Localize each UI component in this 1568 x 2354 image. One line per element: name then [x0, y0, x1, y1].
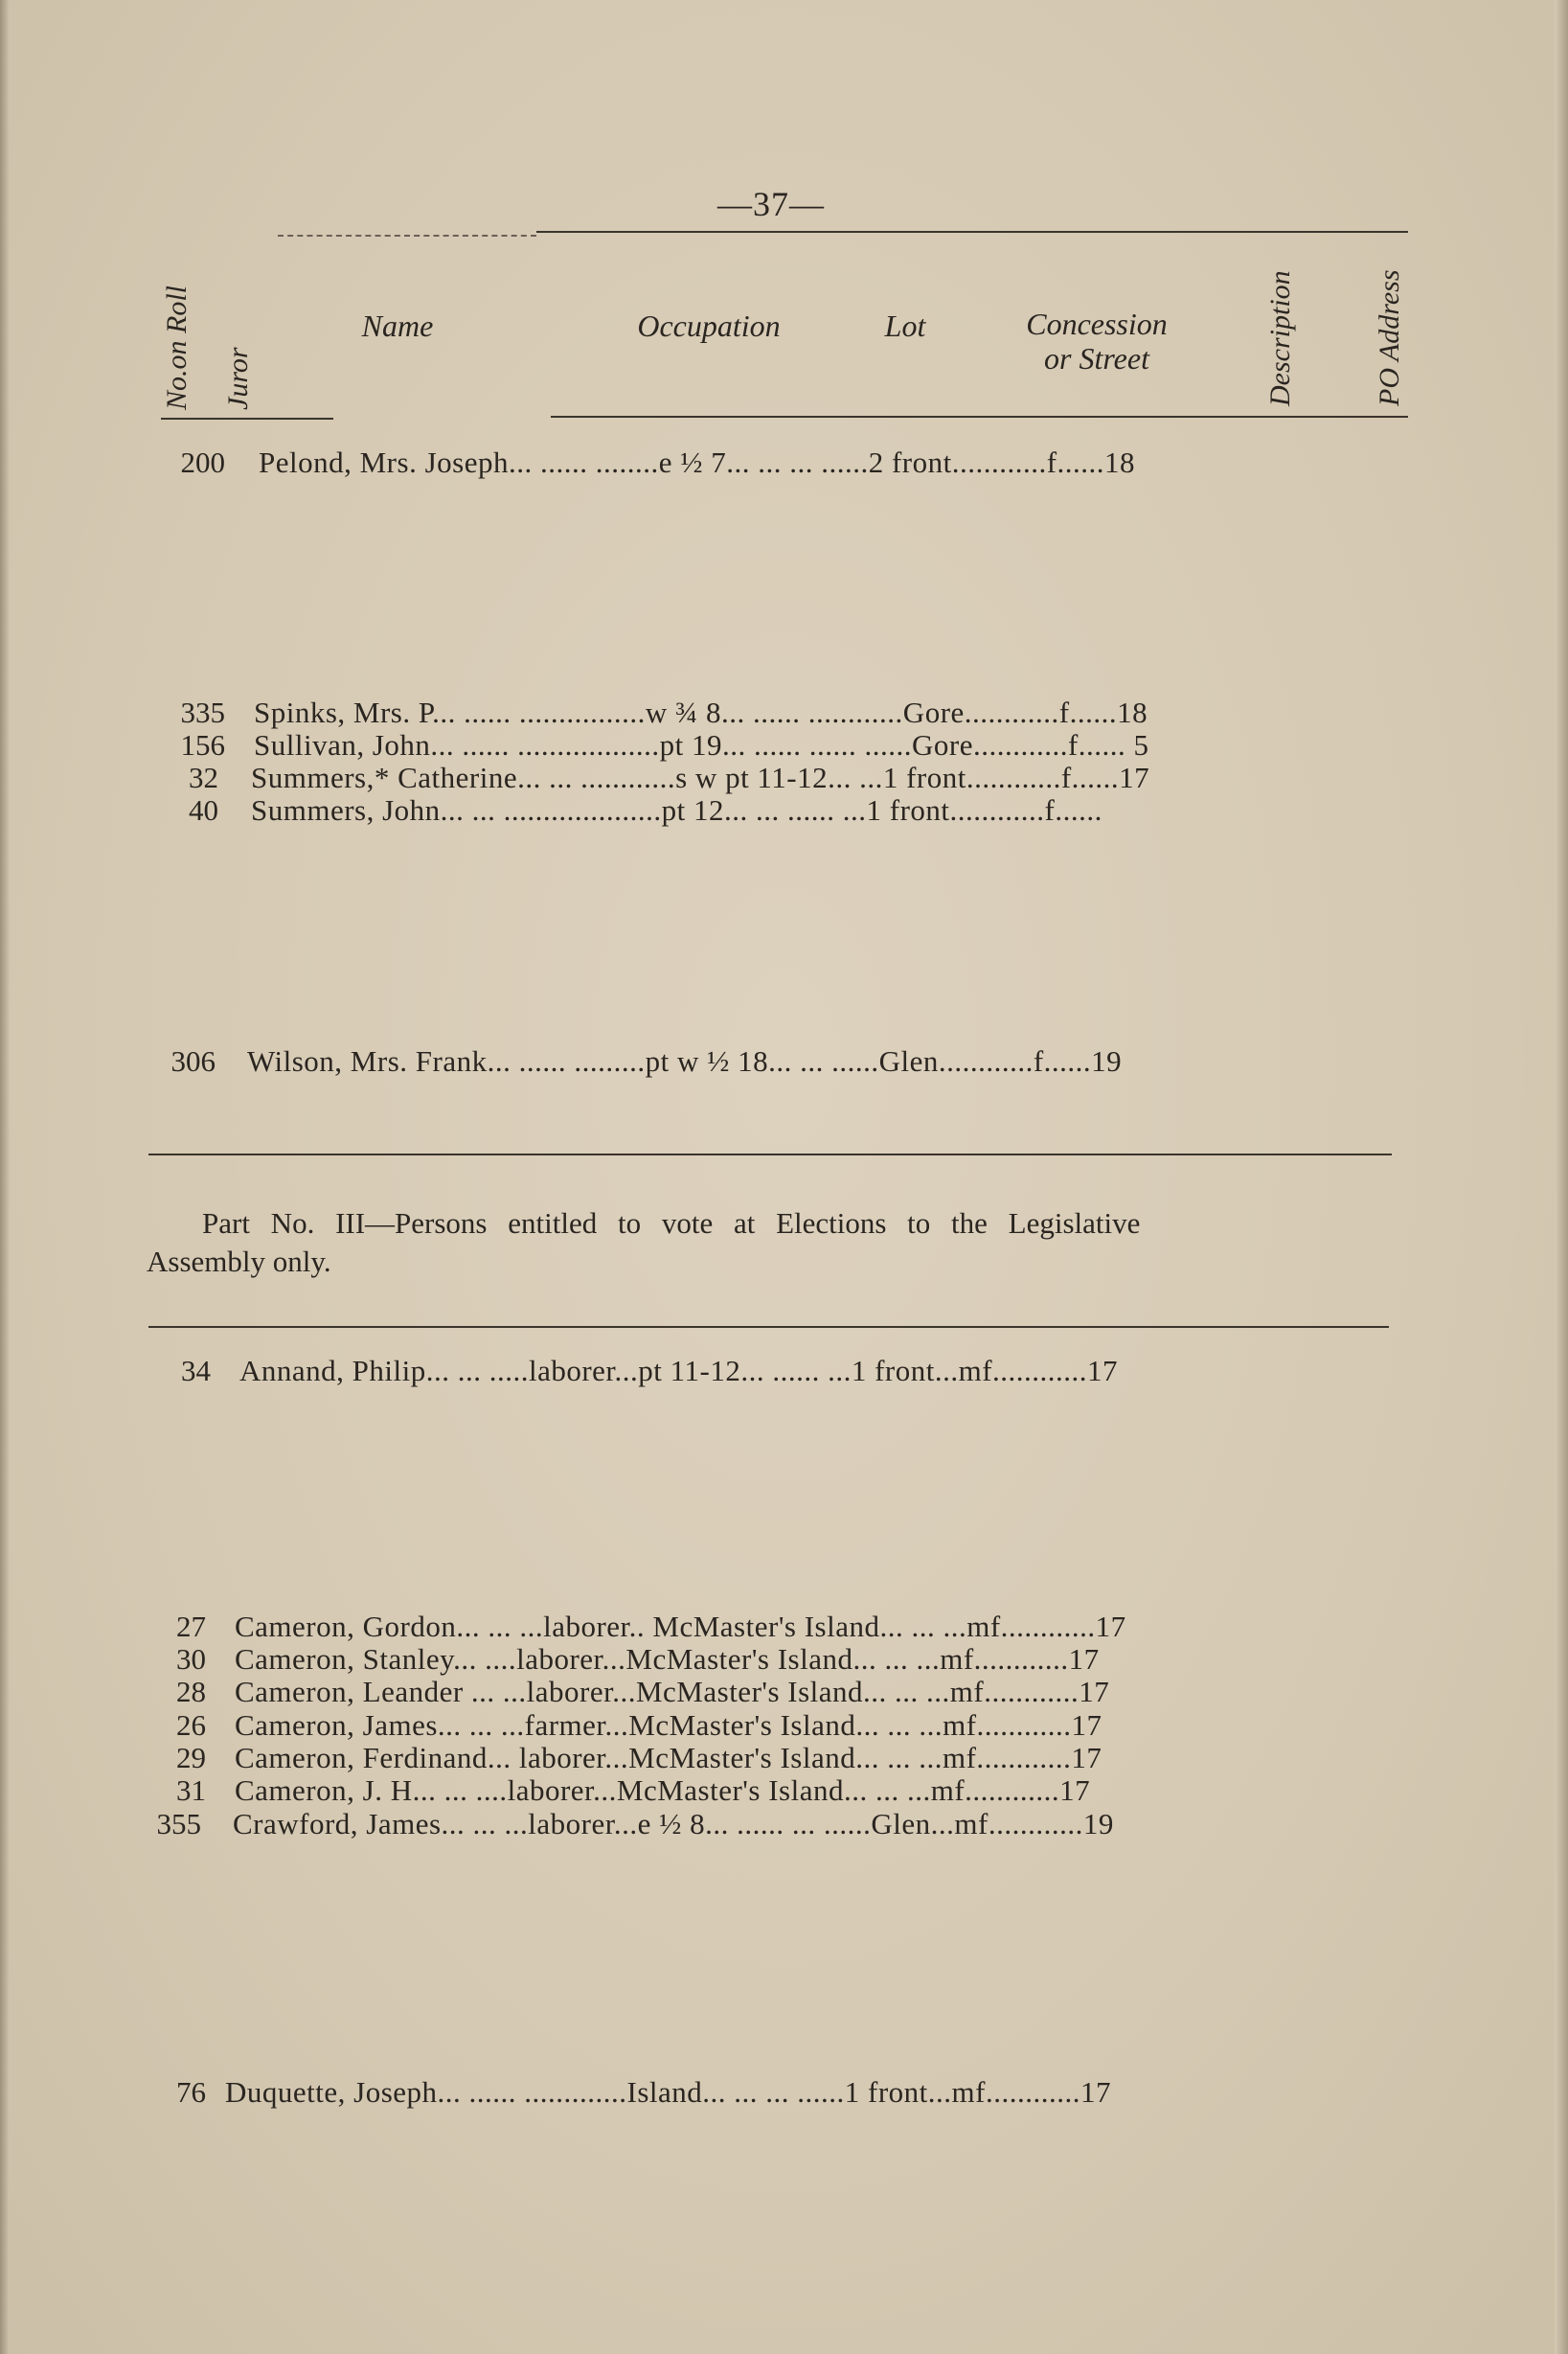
roll-number: 40: [189, 793, 218, 827]
entry-row: Summers,* Catherine... ... ............s w pt 11-12... ...1 front............f......17: [251, 761, 1150, 794]
section-divider: [148, 1326, 1389, 1328]
entry-row: Sullivan, John... ...... ..................pt 19... ...... ...... ......Gore............f...... 5: [254, 728, 1149, 762]
header-occupation: Occupation: [637, 309, 781, 343]
header-no-on-roll: No.on Roll: [161, 285, 193, 410]
entry-row: Wilson, Mrs. Frank... ...... .........pt w ½ 18... ... ......Glen............f......19: [247, 1044, 1123, 1078]
header-concession: [1006, 307, 1188, 376]
entry-row: Cameron, Leander ... ...laborer...McMaster's Island... ... ...mf............17: [235, 1675, 1110, 1708]
roll-number: 26: [176, 1708, 206, 1742]
header-bottom-rule-left: [161, 418, 333, 420]
roll-number: 200: [180, 446, 225, 479]
header-lot: Lot: [884, 309, 926, 343]
entry-row: Cameron, Stanley... ....laborer...McMaster's Island... ... ...mf............17: [235, 1642, 1100, 1676]
roll-number: 30: [176, 1642, 206, 1676]
header-concession-line2: or Street: [1044, 341, 1149, 376]
entry-row: Summers, John... ... ....................pt 12... ... ...... ...1 front............f......: [251, 793, 1102, 827]
header-bottom-rule-right: [551, 416, 1408, 418]
entry-row: Cameron, Gordon... ... ...laborer.. McMaster's Island... ... ...mf............17: [235, 1610, 1126, 1643]
roll-number: 306: [170, 1044, 216, 1078]
entry-row: Pelond, Mrs. Joseph... ...... ........e ½ 7... ... ... ......2 front............f......18: [259, 446, 1136, 479]
roll-number: 156: [180, 728, 225, 762]
entry-row: Crawford, James... ... ...laborer...e ½ 8... ...... ... ......Glen...mf............19: [233, 1807, 1114, 1840]
header-po-address: PO Address: [1374, 269, 1405, 406]
part-three-heading: [147, 1204, 1392, 1281]
roll-number: 32: [189, 761, 218, 794]
section-divider: [148, 1154, 1392, 1155]
part-three-line1: Part No. III—Persons entitled to vote at Elections to the Legislative: [202, 1206, 1141, 1240]
page-edge-left: [0, 0, 10, 2354]
part-three-line2: Assembly only.: [147, 1245, 331, 1278]
roll-number: 76: [176, 2075, 206, 2109]
entry-row: Duquette, Joseph... ...... .............Island... ... ... ......1 front...mf............17: [225, 2075, 1111, 2109]
roll-number: 27: [176, 1610, 206, 1643]
entry-row: Cameron, Ferdinand... laborer...McMaster's Island... ... ...mf............17: [235, 1741, 1102, 1774]
page-edge-right: [1555, 0, 1568, 2354]
entry-row: Cameron, J. H... ... ....laborer...McMaster's Island... ... ...mf............17: [235, 1773, 1091, 1807]
header-top-rule: [536, 231, 1408, 233]
roll-number: 28: [176, 1675, 206, 1708]
entry-row: Spinks, Mrs. P... ...... ................w ¾ 8... ...... ............Gore............f......18: [254, 696, 1148, 729]
roll-number: 34: [181, 1354, 211, 1387]
roll-number: 29: [176, 1741, 206, 1774]
roll-number: 335: [180, 696, 225, 729]
header-concession-line1: Concession: [1026, 307, 1168, 341]
entry-row: Annand, Philip... ... .....laborer...pt 11-12... ...... ...1 front...mf............17: [239, 1354, 1119, 1387]
header-juror: Juror: [222, 347, 254, 410]
page-number: —37—: [717, 185, 825, 223]
header-description: Description: [1264, 270, 1296, 406]
roll-number: 355: [156, 1807, 201, 1840]
header-name: Name: [361, 309, 434, 343]
header-top-rule-dashed: [278, 235, 536, 237]
entry-row: Cameron, James... ... ...farmer...McMaster's Island... ... ...mf............17: [235, 1708, 1102, 1742]
roll-number: 31: [176, 1773, 206, 1807]
